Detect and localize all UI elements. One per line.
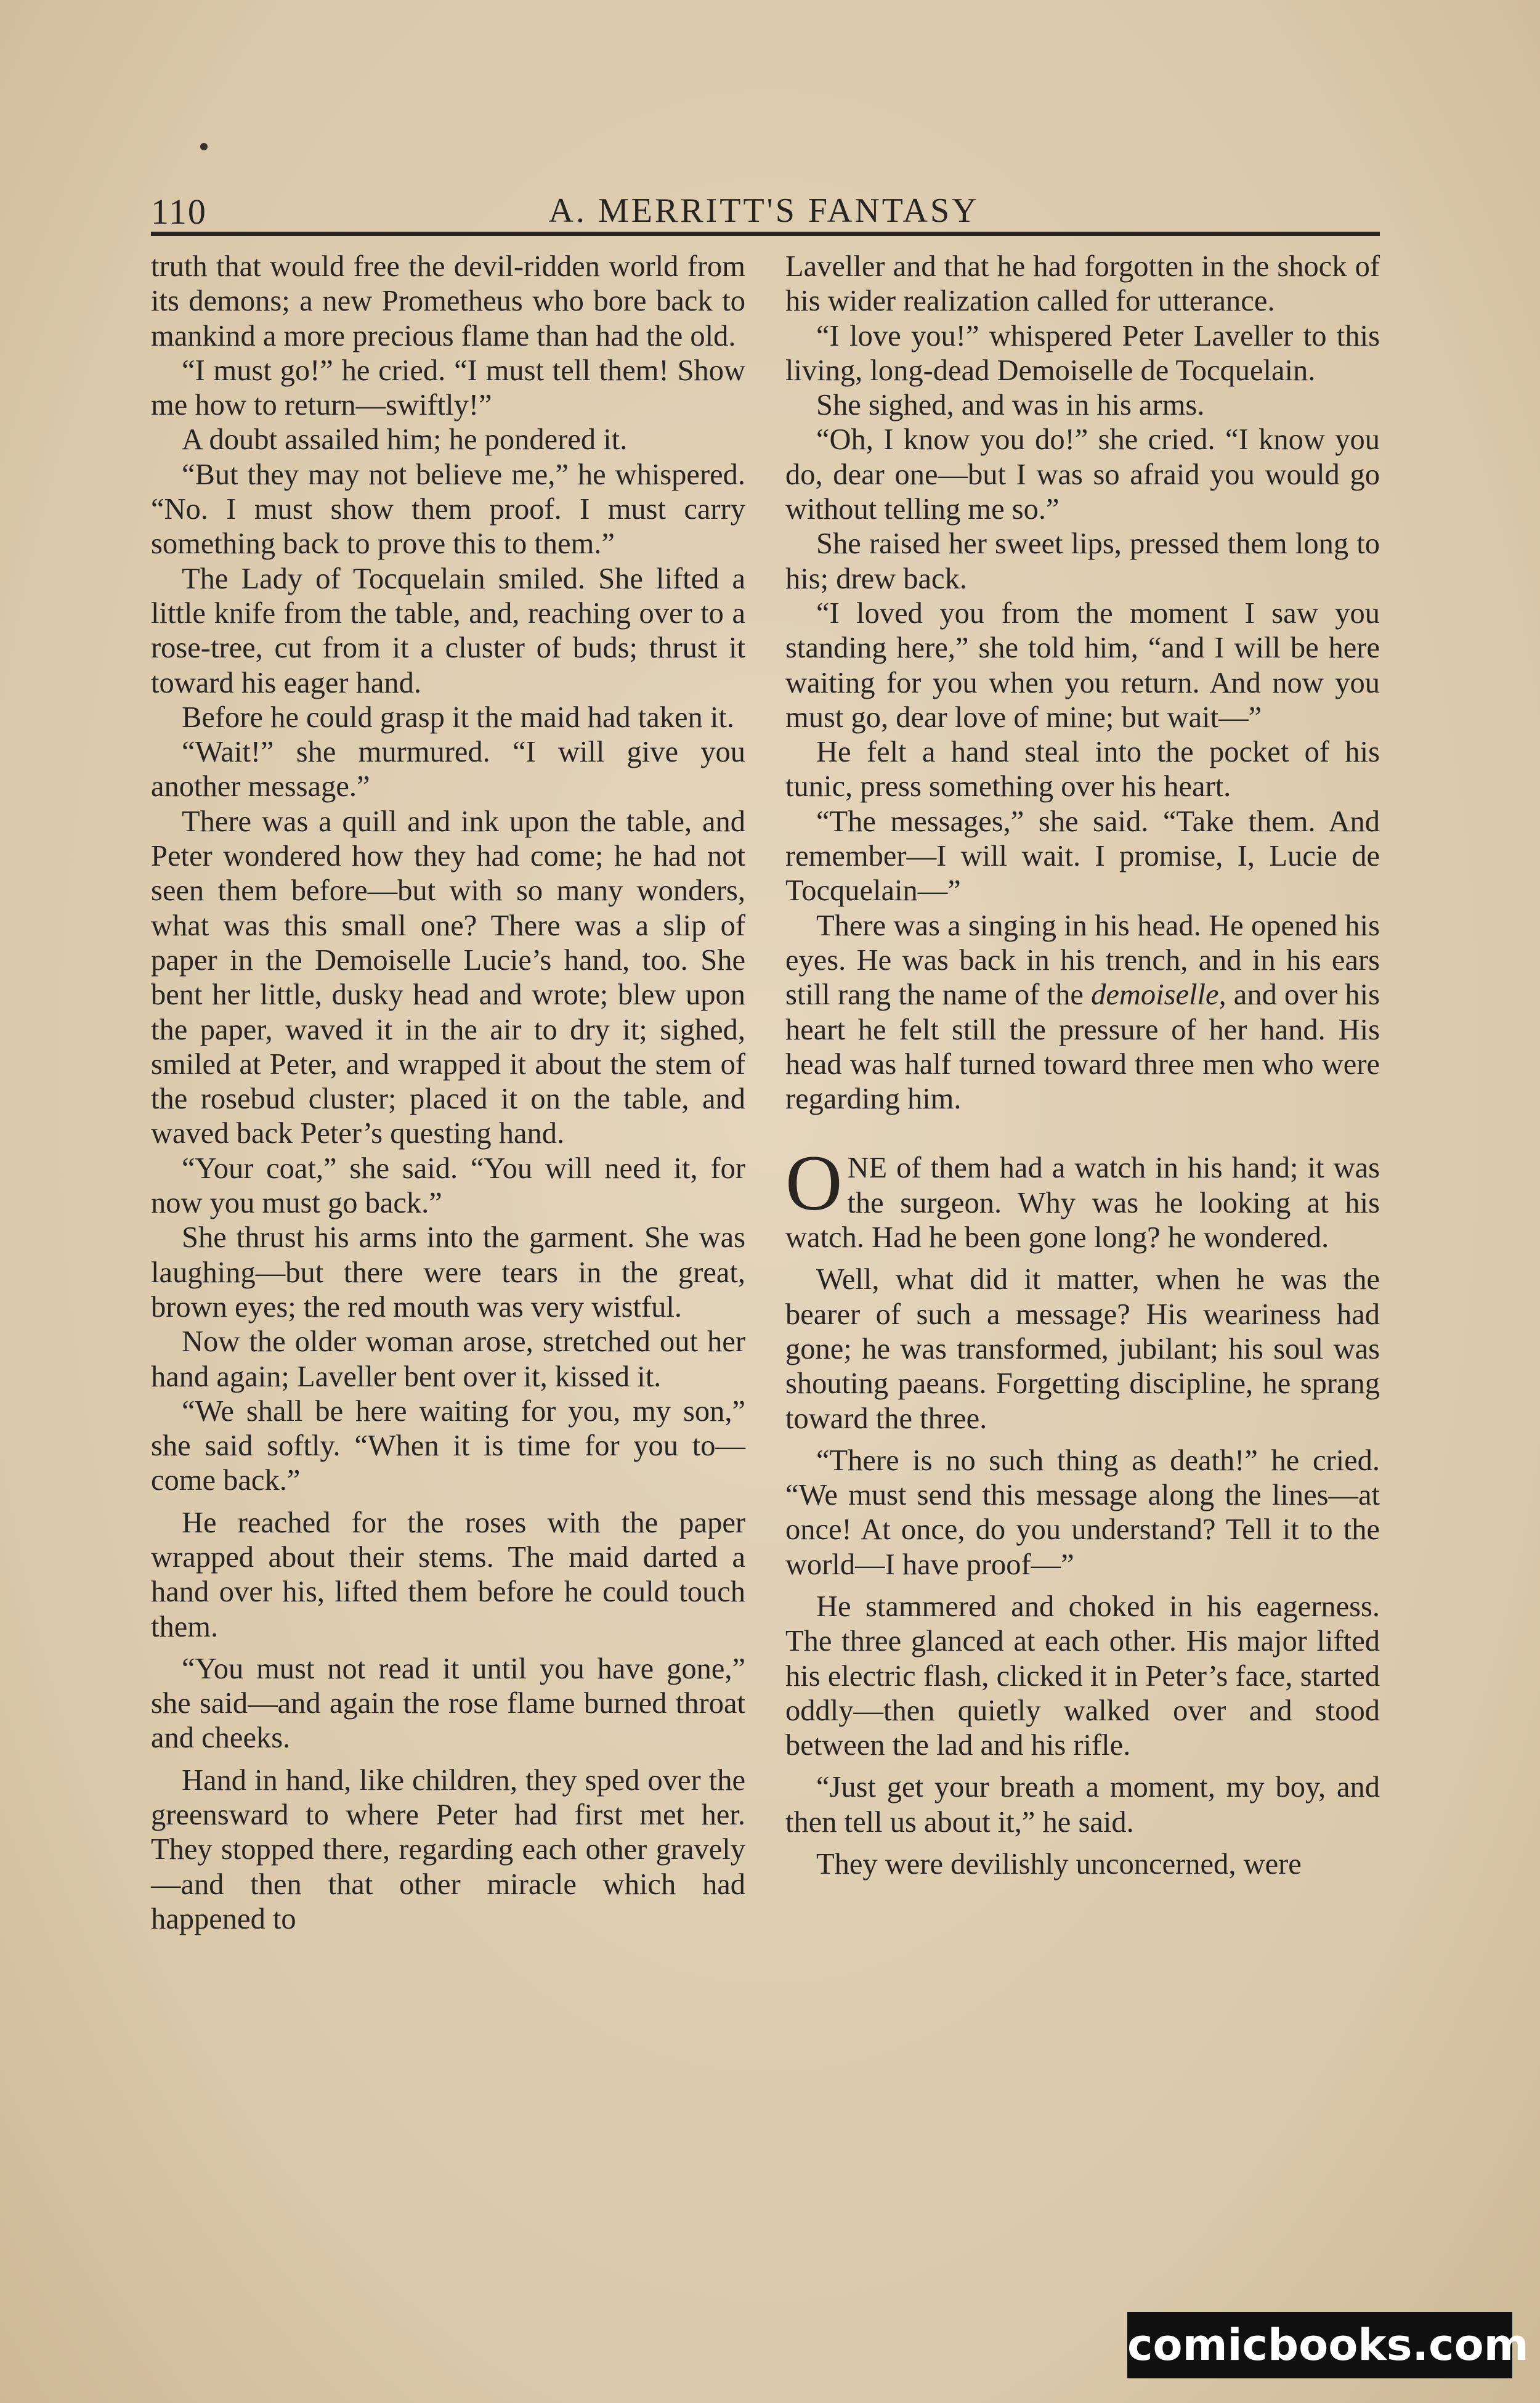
italic-word: demoiselle,	[1091, 978, 1226, 1012]
paragraph: She sighed, and was in his arms.	[816, 389, 1205, 422]
paragraph: Now the older woman arose, stretched out her hand again; Laveller bent over it, kissed it.	[151, 1325, 745, 1393]
right-column	[785, 250, 1380, 1882]
section-opening-paragraph	[785, 1139, 1380, 1255]
drop-cap: O	[785, 1139, 843, 1227]
left-column	[151, 250, 745, 1937]
paragraph: “We shall be here waiting for you, my son,” she said softly. “When it is time for you to—come back.”	[151, 1394, 745, 1497]
paragraph: “Wait!” she murmured. “I will give you another message.”	[151, 736, 745, 803]
paragraph: “Your coat,” she said. “You will need it, for now you must go back.”	[151, 1152, 745, 1220]
paragraph: “I love you!” whispered Peter Laveller to this living, long-dead Demoiselle de Tocquelain.	[785, 319, 1380, 387]
paragraph: “There is no such thing as death!” he cried. “We must send this message along the lines—at once! At once, do you understand? Tell it to the world—I have proof—”	[785, 1444, 1380, 1581]
paragraph: He felt a hand steal into the pocket of his tunic, press something over his heart.	[785, 736, 1380, 803]
paragraph: “The messages,” she said. “Take them. And remember—I will wait. I promise, I, Lucie de Tocquelain—”	[785, 805, 1380, 908]
paragraph: “Just get your breath a moment, my boy, and then tell us about it,” he said.	[785, 1771, 1380, 1839]
paragraph: “But they may not believe me,” he whispered. “No. I must show them proof. I must carry something back to prove this to them.”	[151, 458, 745, 561]
running-title: A. MERRITT'S FANTASY	[548, 192, 979, 230]
watermark-logo: comicbooks.com	[1127, 2312, 1512, 2378]
paragraph: She raised her sweet lips, pressed them long to his; drew back.	[785, 527, 1380, 595]
paragraph: Hand in hand, like children, they sped over the greensward to where Peter had first met her. They stopped there, regarding each other gravely—and then that other miracle which had happened to	[151, 1763, 745, 1935]
paragraph: truth that would free the devil-ridden world from its demons; a new Prometheus who bore back to mankind a more precious flame than had the old.	[151, 250, 745, 352]
paragraph: Laveller and that he had forgotten in the shock of his wider realization called for utterance.	[785, 250, 1380, 318]
paragraph: He reached for the roses with the paper wrapped about their stems. The maid darted a hand over his, lifted them before he could touch them.	[151, 1506, 745, 1643]
paragraph: Before he could grasp it the maid had taken it.	[182, 701, 734, 734]
page-number: 110	[151, 192, 207, 232]
paragraph: “You must not read it until you have gone,” she said—and again the rose flame burned throat and cheeks.	[151, 1652, 745, 1755]
header-rule	[151, 232, 1380, 236]
text-run: There was a singing in his head. He opened his eyes. He was back in his trench, and in his ears still rang the name of the	[785, 909, 1380, 1012]
paragraph: The Lady of Tocquelain smiled. She lifted a little knife from the table, and, reaching over to a rose-tree, cut from it a cluster of buds; thrust it toward his eager hand.	[151, 562, 745, 699]
paragraph: A doubt assailed him; he pondered it.	[182, 423, 628, 457]
ink-speck	[200, 143, 208, 150]
text-run: NE of them had a watch in his hand; it was the surgeon. Why was he looking at his watch. Had he been gone long? he wondered.	[785, 1152, 1380, 1254]
paragraph: “I loved you from the moment I saw you standing here,” she told him, “and I will be here waiting for you when you return. And now you must go, dear love of mine; but wait—”	[785, 596, 1380, 734]
paragraph: “Oh, I know you do!” she cried. “I know you do, dear one—but I was so afraid you would go without telling me so.”	[785, 423, 1380, 526]
paragraph: “I must go!” he cried. “I must tell them! Show me how to return—swiftly!”	[151, 354, 745, 422]
paragraph: She thrust his arms into the garment. She was laughing—but there were tears in the great, brown eyes; the red mouth was very wistful.	[151, 1221, 745, 1323]
paragraph: They were devilishly unconcerned, were	[816, 1848, 1302, 1881]
page-header	[151, 185, 1377, 232]
paragraph: He stammered and choked in his eagerness. The three glanced at each other. His major lifted his electric flash, clicked it in Peter’s face, started oddly—then quietly walked over and stood between the lad and his rifle.	[785, 1590, 1380, 1762]
paragraph: There was a quill and ink upon the table, and Peter wondered how they had come; he had not seen them before—but with so many wonders, what was this small one? There was a slip of paper in the Demoiselle Lucie’s hand, too. She bent her little, dusky head and wrote; blew upon the paper, waved it in the air to dry it; sighed, smiled at Peter, and wrapped it about the stem of the rosebud cluster; placed it on the table, and waved back Peter’s questing hand.	[151, 805, 745, 1150]
text-run: and over his heart he felt still the pressure of her hand. His head was half turned toward three men who were regarding him.	[785, 978, 1380, 1116]
paragraph: Well, what did it matter, when he was the bearer of such a message? His weariness had gone; he was transformed, jubilant; his soul was shouting paeans. Forgetting discipline, he sprang toward the three.	[785, 1263, 1380, 1435]
paragraph	[785, 909, 1380, 1117]
